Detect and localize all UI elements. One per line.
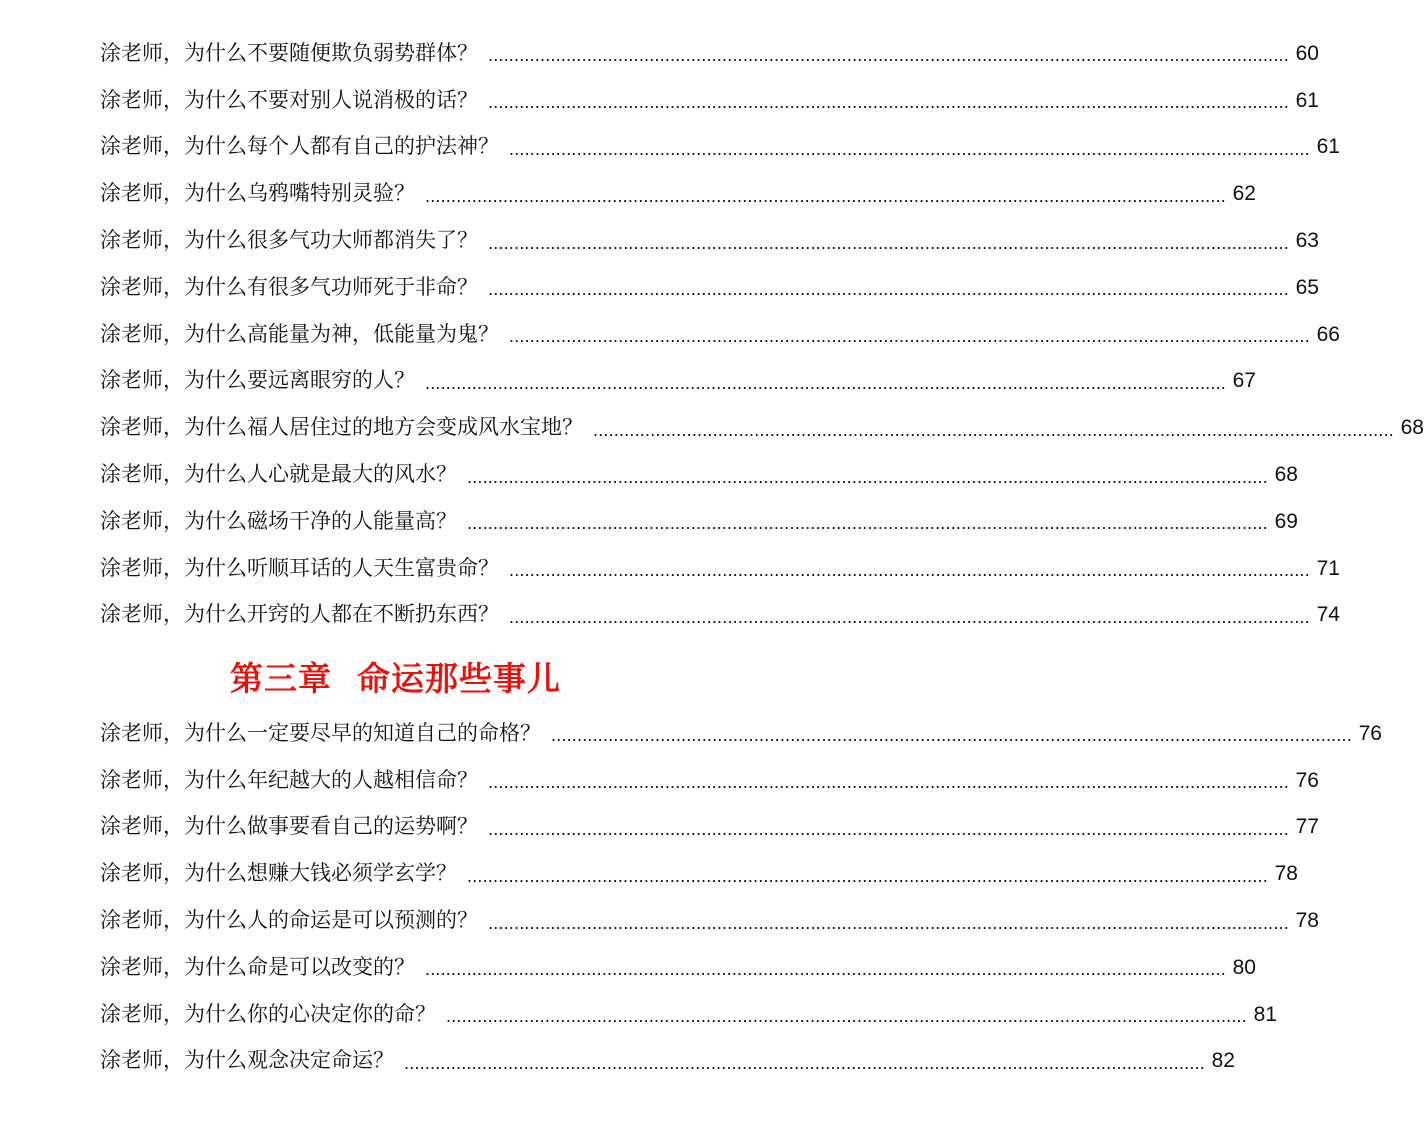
toc-entry-title: 涂老师，为什么人的命运是可以预测的？: [100, 908, 478, 933]
toc-page-number: 62: [1232, 182, 1256, 206]
toc-entry-title: 涂老师，为什么福人居住过的地方会变成风水宝地？: [100, 415, 583, 440]
toc-entry-title: 涂老师，为什么人心就是最大的风水？: [100, 462, 457, 487]
toc-entry-title: 涂老师，为什么年纪越大的人越相信命？: [100, 767, 478, 792]
toc-leader-dots: ..........................................................................................................................................................: [488, 279, 1289, 300]
toc-page-number: 71: [1316, 556, 1340, 580]
toc-entry-title: 涂老师，为什么做事要看自己的运势啊？: [100, 814, 478, 839]
toc-page-number: 76: [1358, 721, 1382, 745]
toc-page-number: 76: [1295, 768, 1319, 792]
toc-page-number: 78: [1295, 909, 1319, 933]
toc-leader-dots: ..........................................................................................................................................................: [488, 912, 1289, 933]
toc-entry[interactable]: [100, 358, 1256, 405]
toc-entry-title: 涂老师，为什么高能量为神，低能量为鬼？: [100, 321, 499, 346]
toc-entry[interactable]: [100, 545, 1340, 592]
toc-page-number: 66: [1316, 322, 1340, 346]
toc-entry[interactable]: [100, 991, 1277, 1038]
toc-entry[interactable]: [100, 264, 1319, 311]
toc-list-previous-chapter: [100, 30, 1424, 638]
toc-leader-dots: ..........................................................................................................................................................: [509, 560, 1310, 581]
toc-page-number: 81: [1253, 1002, 1277, 1026]
toc-leader-dots: ..........................................................................................................................................................: [488, 818, 1289, 839]
toc-page-number: 63: [1295, 229, 1319, 253]
toc-page-number: 65: [1295, 275, 1319, 299]
toc-entry-title: 涂老师，为什么你的心决定你的命？: [100, 1001, 436, 1026]
toc-page-number: 67: [1232, 369, 1256, 393]
toc-entry-title: 涂老师，为什么听顺耳话的人天生富贵命？: [100, 555, 499, 580]
toc-entry[interactable]: [100, 124, 1340, 171]
chapter-heading: 第三章 命运那些事儿: [230, 659, 561, 698]
toc-leader-dots: ..........................................................................................................................................................: [551, 725, 1352, 746]
toc-leader-dots: ..........................................................................................................................................................: [467, 466, 1268, 487]
toc-entry[interactable]: [100, 404, 1424, 451]
toc-leader-dots: ..........................................................................................................................................................: [425, 959, 1226, 980]
toc-entry[interactable]: [100, 757, 1319, 804]
toc-page-number: 68: [1400, 416, 1424, 440]
toc-entry-title: 涂老师，为什么要远离眼穷的人？: [100, 368, 415, 393]
toc-entry-title: 涂老师，为什么磁场干净的人能量高？: [100, 508, 457, 533]
toc-entry-title: 涂老师，为什么很多气功大师都消失了？: [100, 228, 478, 253]
toc-entry[interactable]: [100, 944, 1256, 991]
toc-leader-dots: ..........................................................................................................................................................: [467, 865, 1268, 886]
toc-leader-dots: ..........................................................................................................................................................: [404, 1052, 1205, 1073]
toc-entry[interactable]: [100, 77, 1319, 124]
toc-entry-title: 涂老师，为什么不要对别人说消极的话？: [100, 87, 478, 112]
toc-entry[interactable]: [100, 30, 1319, 77]
toc-entry-title: 涂老师，为什么有很多气功师死于非命？: [100, 274, 478, 299]
toc-page-number: 61: [1295, 88, 1319, 112]
toc-page-number: 78: [1274, 862, 1298, 886]
toc-entry-title: 涂老师，为什么不要随便欺负弱势群体？: [100, 40, 478, 65]
toc-entry[interactable]: [100, 710, 1382, 757]
toc-leader-dots: ..........................................................................................................................................................: [509, 138, 1310, 159]
toc-leader-dots: ..........................................................................................................................................................: [488, 232, 1289, 253]
toc-leader-dots: ..........................................................................................................................................................: [425, 185, 1226, 206]
toc-leader-dots: ..........................................................................................................................................................: [446, 1006, 1247, 1027]
toc-leader-dots: ..........................................................................................................................................................: [488, 45, 1289, 66]
toc-leader-dots: ..........................................................................................................................................................: [467, 513, 1268, 534]
toc-leader-dots: ..........................................................................................................................................................: [509, 326, 1310, 347]
toc-leader-dots: ..........................................................................................................................................................: [593, 419, 1394, 440]
toc-entry[interactable]: [100, 451, 1298, 498]
toc-leader-dots: ..........................................................................................................................................................: [509, 606, 1310, 627]
toc-entry[interactable]: [100, 311, 1340, 358]
toc-page-number: 68: [1274, 463, 1298, 487]
toc-entry[interactable]: [100, 170, 1256, 217]
toc-page-number: 69: [1274, 509, 1298, 533]
toc-entry-title: 涂老师，为什么观念决定命运？: [100, 1048, 394, 1073]
toc-leader-dots: ..........................................................................................................................................................: [425, 372, 1226, 393]
toc-entry-title: 涂老师，为什么命是可以改变的？: [100, 954, 415, 979]
toc-page-number: 60: [1295, 41, 1319, 65]
toc-entry[interactable]: [100, 897, 1319, 944]
toc-page-number: 82: [1211, 1049, 1235, 1073]
toc-leader-dots: ..........................................................................................................................................................: [488, 92, 1289, 113]
toc-page-number: 77: [1295, 815, 1319, 839]
toc-entry-title: 涂老师，为什么一定要尽早的知道自己的命格？: [100, 720, 541, 745]
toc-list-chapter-three: [100, 710, 1382, 1084]
toc-entry[interactable]: [100, 804, 1319, 851]
toc-entry[interactable]: [100, 498, 1298, 545]
toc-entry-title: 涂老师，为什么想赚大钱必须学玄学？: [100, 861, 457, 886]
toc-entry[interactable]: [100, 1038, 1235, 1085]
toc-entry-title: 涂老师，为什么每个人都有自己的护法神？: [100, 134, 499, 159]
toc-entry-title: 涂老师，为什么开窍的人都在不断扔东西？: [100, 602, 499, 627]
toc-entry[interactable]: [100, 592, 1340, 639]
toc-entry[interactable]: [100, 217, 1319, 264]
toc-page-number: 80: [1232, 955, 1256, 979]
toc-entry-title: 涂老师，为什么乌鸦嘴特别灵验？: [100, 181, 415, 206]
toc-entry[interactable]: [100, 850, 1298, 897]
toc-leader-dots: ..........................................................................................................................................................: [488, 772, 1289, 793]
toc-page-number: 74: [1316, 603, 1340, 627]
toc-page-number: 61: [1316, 135, 1340, 159]
